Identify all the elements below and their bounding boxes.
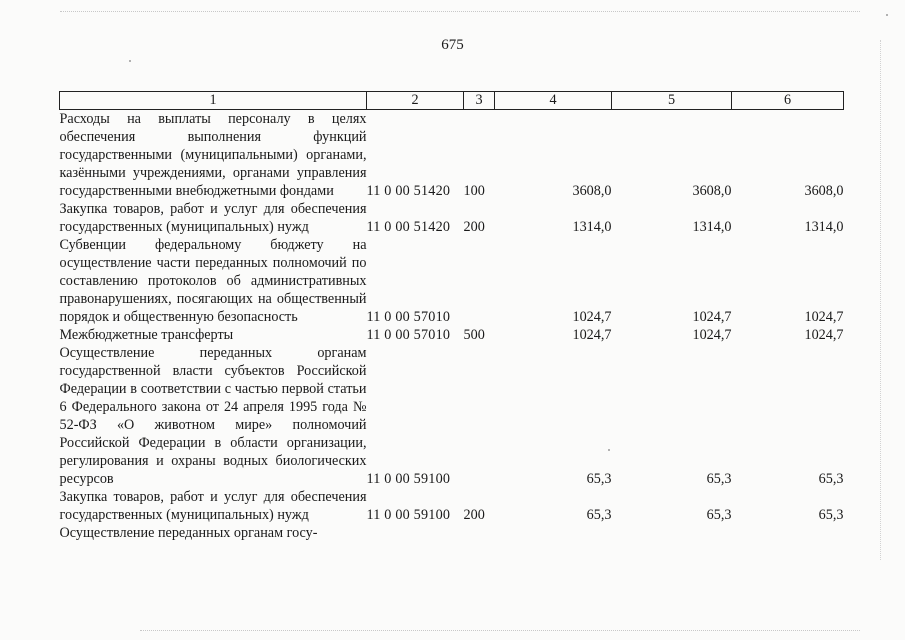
row-value-2: 1314,0 <box>692 219 732 235</box>
row-code: 11 0 00 59100 <box>366 507 451 523</box>
row-code <box>367 524 464 542</box>
row-expense-type: 200 <box>463 507 485 523</box>
row-value-1: 1024,7 <box>572 327 612 343</box>
budget-table <box>59 91 844 542</box>
row-value-3: 1024,7 <box>804 327 844 343</box>
row-value-1 <box>495 524 612 542</box>
table-row <box>60 200 844 236</box>
table-row <box>60 236 844 326</box>
row-code: 11 0 00 59100 <box>366 471 451 487</box>
row-value-1: 65,3 <box>586 507 612 523</box>
page-number: 675 <box>441 37 464 53</box>
row-code: 11 0 00 51420 <box>366 183 451 199</box>
column-header: 1 <box>60 92 367 110</box>
scan-artifact-bottom <box>140 630 860 631</box>
row-expense-type <box>464 236 495 326</box>
row-value-2: 65,3 <box>706 507 732 523</box>
row-value-2: 65,3 <box>706 471 732 487</box>
row-value-3: 1024,7 <box>804 309 844 325</box>
row-value-3 <box>732 524 844 542</box>
row-value-3: 65,3 <box>818 507 844 523</box>
row-code: 11 0 00 57010 <box>366 327 451 343</box>
row-value-1: 3608,0 <box>572 183 612 199</box>
row-value-3: 3608,0 <box>804 183 844 199</box>
row-code: 11 0 00 51420 <box>366 219 451 235</box>
row-expense-type: 200 <box>463 219 485 235</box>
row-value-2 <box>612 524 732 542</box>
row-description: Закупка товаров, работ и услуг для обеспечения государственных (муниципальных) нужд <box>59 489 367 523</box>
row-expense-type <box>464 344 495 488</box>
row-expense-type: 100 <box>463 183 485 199</box>
row-description: Расходы на выплаты персоналу в целях обеспечения выполнения функций государственными (муниципальными) органами, казёнными учреждениями, органами управления государственными внебюджетными фондами <box>59 111 367 199</box>
row-value-1: 1314,0 <box>572 219 612 235</box>
row-value-1: 65,3 <box>586 471 612 487</box>
row-value-2: 3608,0 <box>692 183 732 199</box>
row-value-2: 1024,7 <box>692 309 732 325</box>
row-value-1: 1024,7 <box>572 309 612 325</box>
scan-speck <box>129 60 131 62</box>
scan-artifact-right <box>880 40 881 560</box>
column-header: 3 <box>464 92 495 110</box>
row-value-3: 65,3 <box>818 471 844 487</box>
column-header: 4 <box>495 92 612 110</box>
column-header: 6 <box>732 92 844 110</box>
row-description: Осуществление переданных органам госу- <box>59 525 318 541</box>
row-description: Закупка товаров, работ и услуг для обеспечения государственных (муниципальных) нужд <box>59 201 367 235</box>
row-description: Субвенции федеральному бюджету на осуществление части переданных полномочий по составлению протоколов об административных правонарушениях, посягающих на общественный порядок и общественную безопасность <box>59 237 367 325</box>
table-header-row <box>60 92 844 110</box>
scan-speck <box>886 14 888 16</box>
table-row <box>60 524 844 542</box>
column-header: 2 <box>367 92 464 110</box>
row-expense-type <box>464 524 495 542</box>
scan-artifact-top <box>60 11 860 12</box>
row-expense-type: 500 <box>463 327 485 343</box>
row-value-2: 1024,7 <box>692 327 732 343</box>
table-row <box>60 110 844 201</box>
table-row <box>60 344 844 488</box>
row-description: Межбюджетные трансферты <box>59 327 234 343</box>
column-header: 5 <box>612 92 732 110</box>
row-value-3: 1314,0 <box>804 219 844 235</box>
row-description: Осуществление переданных органам государственной власти субъектов Российской Федерации в соответствии с частью первой статьи 6 Федерального закона от 24 апреля 1995 года № 52-ФЗ «О животном мире» полномочий Российской Федерации в области организации, регулирования и охраны водных биологических ресурсов <box>59 345 367 487</box>
row-code: 11 0 00 57010 <box>366 309 451 325</box>
table-row <box>60 326 844 344</box>
table-row <box>60 488 844 524</box>
